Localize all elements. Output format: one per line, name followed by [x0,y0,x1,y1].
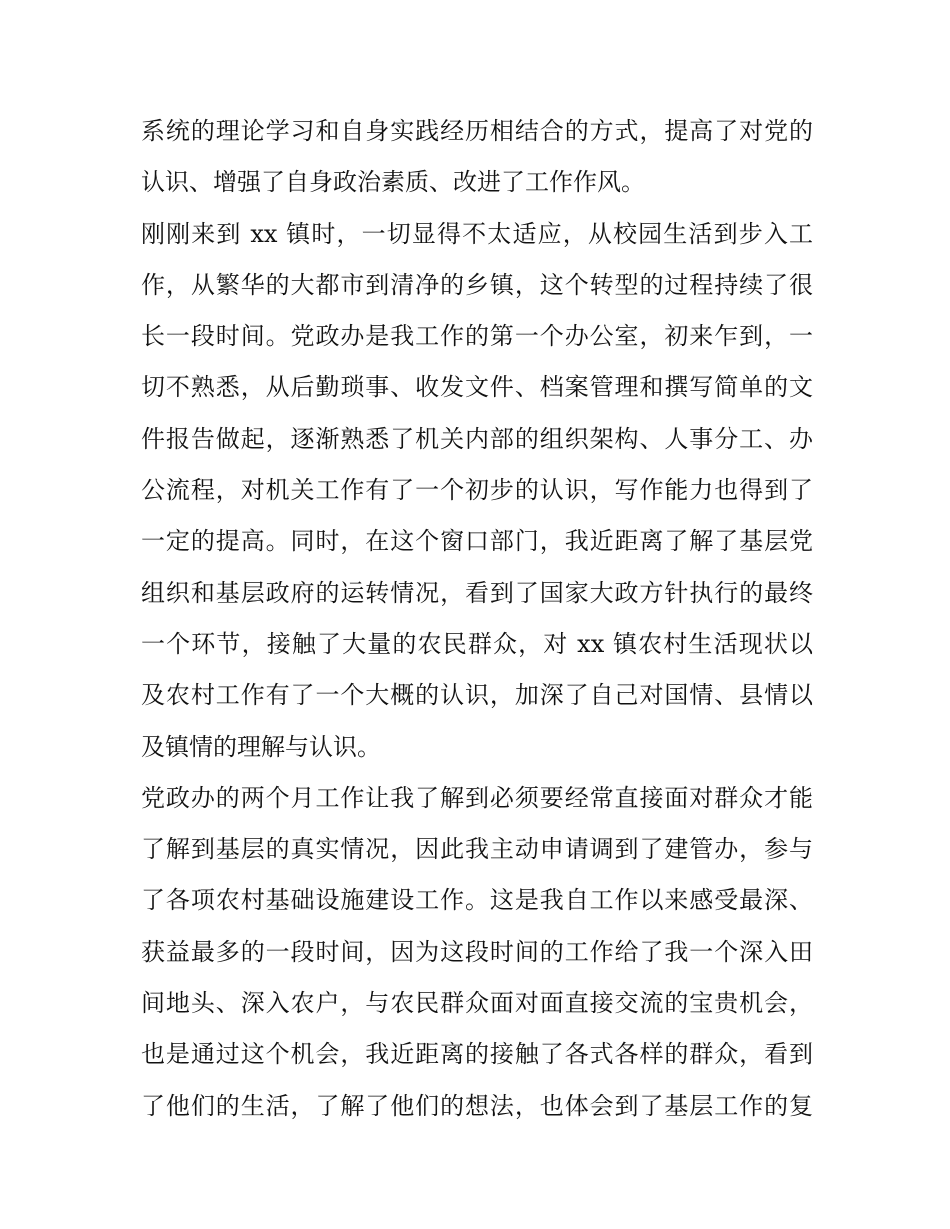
text-line: 了各项农村基础设施建设工作。这是我自工作以来感受最深、 [141,886,813,915]
text-line: 间地头、深入农户，与农民群众面对面直接交流的宝贵机会， [141,989,813,1018]
text-line: 作，从繁华的大都市到清净的乡镇，这个转型的过程持续了很 [141,270,813,299]
text-line: 刚刚来到 xx 镇时，一切显得不太适应，从校园生活到步入工 [141,219,813,248]
text-line: 了解到基层的真实情况，因此我主动申请调到了建管办，参与 [141,835,813,864]
text-line: 及农村工作有了一个大概的认识，加深了自己对国情、县情以 [141,681,813,710]
text-line: 了他们的生活，了解了他们的想法，也体会到了基层工作的复 [141,1091,813,1120]
text-line: 切不熟悉，从后勤琐事、收发文件、档案管理和撰写简单的文 [141,373,813,402]
text-line: 获益最多的一段时间，因为这段时间的工作给了我一个深入田 [141,937,813,966]
text-line: 组织和基层政府的运转情况，看到了国家大政方针执行的最终 [141,578,813,607]
text-line: 一定的提高。同时，在这个窗口部门，我近距离了解了基层党 [141,527,813,556]
text-line: 系统的理论学习和自身实践经历相结合的方式，提高了对党的 [141,117,813,145]
body-text [141,106,813,1132]
text-line: 认识、增强了自身政治素质、改进了工作作风。 [141,168,645,197]
text-line: 件报告做起，逐渐熟悉了机关内部的组织架构、人事分工、办 [141,424,813,453]
text-line: 党政办的两个月工作让我了解到必须要经常直接面对群众才能 [141,783,813,812]
text-line: 也是通过这个机会，我近距离的接触了各式各样的群众，看到 [141,1040,813,1069]
text-line: 长一段时间。党政办是我工作的第一个办公室，初来乍到，一 [141,322,813,351]
text-line: 及镇情的理解与认识。 [141,732,381,761]
text-line: 公流程，对机关工作有了一个初步的认识，写作能力也得到了 [141,476,813,505]
text-line: 一个环节，接触了大量的农民群众，对 xx 镇农村生活现状以 [141,629,813,658]
